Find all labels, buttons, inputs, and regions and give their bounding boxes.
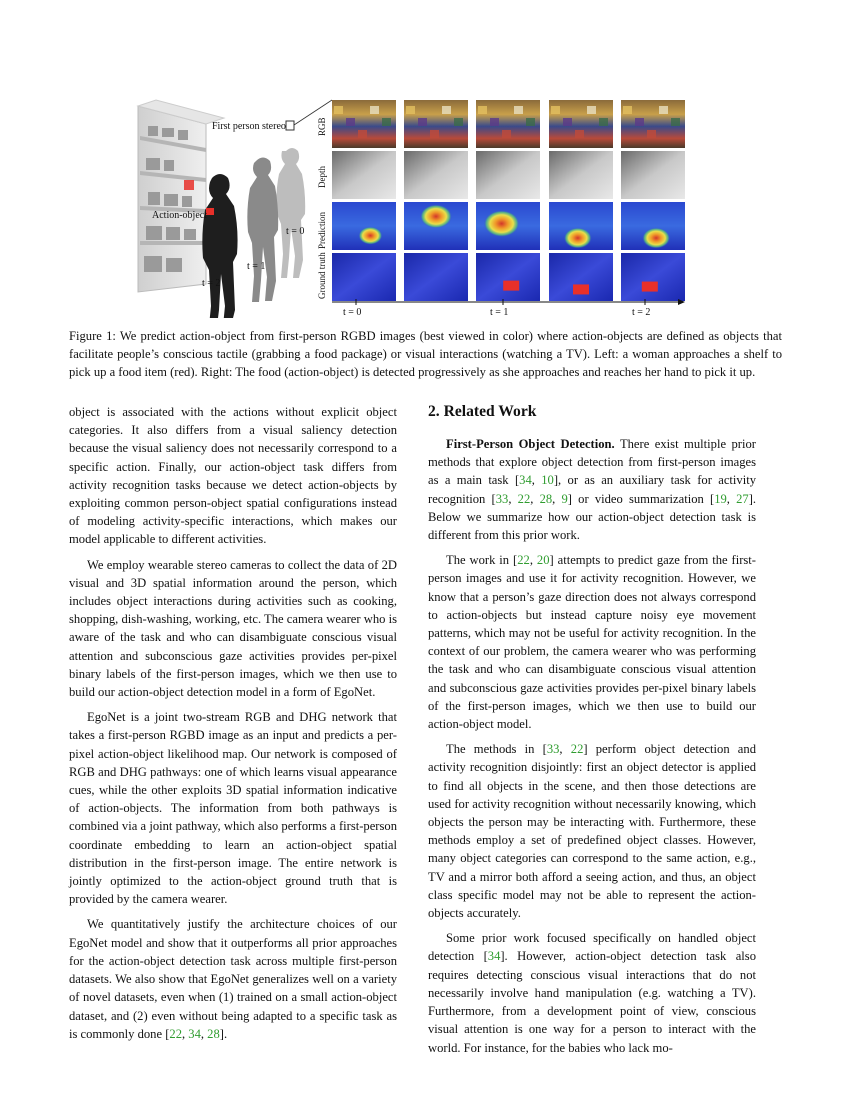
rgb-detail <box>526 118 535 126</box>
axis-label-t0: t = 0 <box>343 307 362 318</box>
depth-thumbnail <box>549 151 613 199</box>
image-grid <box>332 100 685 301</box>
paragraph-text: Some prior work focused specifically on handled object detection [ <box>428 931 756 964</box>
rgb-detail <box>454 118 463 126</box>
action-object-highlight <box>184 180 194 190</box>
rgb-detail <box>659 106 668 114</box>
paragraph-text: ] attempts to predict gaze from the first-person images and use it for activity recognition. However, we know that a person’s gaze direction does not always correspond to action-objects but instead capture noisy eye movement patterns, which may not be useful for activity recognition. In the context of our problem, the camera wearer who was performing the task and who can disambiguate conscious visual attention and subconscious gaze activities provides per-pixel binary labels of the first-person images, which we then use to build our action-object model. <box>428 553 757 732</box>
depth-thumbnail <box>332 151 396 199</box>
citation-link[interactable]: 34 <box>519 473 532 488</box>
paragraph-text: ]. Below we summarize how our action-object detection task is different from this prior work. <box>428 491 757 543</box>
rgb-detail <box>599 118 608 126</box>
figure-caption: Figure 1: We predict action-object from first-person RGBD images (best viewed in color) where action-objects are defined as objects that facilitate people’s conscious tactile (grabbing a food package) or visual interactions (watching a TV). Left: a woman approaches a shelf to pick up a food item (red). Right: The food (action-object) is detected progressively as she approaches and reaches her hand to pick it up. <box>69 329 782 379</box>
rgb-detail <box>346 118 355 126</box>
left-paragraph-2: We employ wearable stereo cameras to collect the data of 2D visual and 3D spatial information around the person, which includes object interactions during activities such as cooking, shopping, dish-washing, working, etc. The camera wearer who is aware of the task and who can disambiguate conscious visual attention and subconscious gaze activities provides per-pixel binary labels of the first-person images, which we then use to build our action-object detection model in a form of EgoNet. <box>69 557 397 700</box>
right-paragraph-4 <box>428 929 756 1056</box>
subsection-heading: First-Person Object Detection. <box>446 437 615 451</box>
label-action-object: Action-object <box>152 210 207 221</box>
prediction-hotspot <box>564 228 592 249</box>
time-axis <box>332 299 685 318</box>
scene-time-label-1: t = 1 <box>247 261 266 272</box>
left-column <box>69 403 397 1050</box>
rgb-detail <box>575 130 584 138</box>
prediction-hotspot <box>484 210 520 237</box>
ground-truth-map <box>404 253 468 301</box>
figure-graphic <box>136 96 696 318</box>
row-label-ground-truth: Ground truth <box>317 252 327 299</box>
right-paragraph-1: First-Person Object Detection. There exist multiple prior methods that explore object detection from first-person images as a main task [34, 10], or as an auxiliary task for activity recognition [33, 22, 28, 9] or video summarization [19, 27]. Below we summarize how our action-object detection task is different from this prior work. <box>428 437 757 543</box>
rgb-detail <box>623 106 632 114</box>
ground-truth-region <box>503 281 519 291</box>
citation-link[interactable]: 22 <box>169 1026 182 1041</box>
row-label-prediction: Prediction <box>317 212 327 249</box>
citation-link[interactable]: 33 <box>546 742 560 757</box>
citation-link[interactable]: 28 <box>207 1026 220 1041</box>
rgb-detail <box>478 106 487 114</box>
rgb-detail <box>671 118 680 126</box>
prediction-hotspot <box>642 228 670 249</box>
ground-truth-map <box>332 253 396 301</box>
citation-link[interactable]: 34 <box>188 1026 201 1041</box>
citation-link[interactable]: 34 <box>487 949 501 964</box>
rgb-detail <box>635 118 644 126</box>
rgb-detail <box>334 106 343 114</box>
axis-label-t2: t = 2 <box>632 307 651 318</box>
citation-link[interactable]: 20 <box>536 553 550 568</box>
rgb-detail <box>587 106 596 114</box>
scene-time-label-2: t = 2 <box>202 278 221 289</box>
section-title: 2. Related Work <box>428 403 537 420</box>
ground-truth-map <box>621 253 685 301</box>
rgb-detail <box>442 106 451 114</box>
rgb-detail <box>551 106 560 114</box>
right-paragraph-3: The methods in [33, 22] perform object detection and activity recognition disjointly: first an object detector is applied to find all objects in the scene, and then those detections are used for activity recognition without necessarily knowing, which objects the person may be interacting with. Furthermore, these methods employ a set of predefined object classes. However, many object categories can correspond to the same action, e.g., TV and a mirror both afford a seeing action, and thus, an object class specific model may not be able to represent the action-objects accurately. <box>428 742 756 921</box>
right-paragraph-2: The work in [22, 20] attempts to predict gaze from the first-person images and use it for activity recognition. However, we know that a person’s gaze direction does not always correspond to action-objects but instead capture noisy eye movement patterns, which may not be useful for activity recognition. In the context of our problem, the camera wearer who was performing the task and who can disambiguate conscious visual attention and subconscious gaze activities provides per-pixel binary labels of the first-person images, which we then use to build our action-object model. <box>428 553 757 732</box>
prediction-hotspot <box>420 204 452 228</box>
paragraph-text: ] perform object detection and activity recognition disjointly: first an object detector is applied to find all objects in the scene, and then those detections are used for activity recognition without necessarily knowing, which objects the person may be interacting with. Furthermore, these methods employ a set of predefined object classes. However, many object categories can correspond to the same action, e.g., TV and a mirror both afford a seeing action, and thus, an object class specific model may not be able to represent the action-objects accurately. <box>428 742 756 921</box>
rgb-detail <box>358 130 367 138</box>
ground-truth-region <box>573 284 589 294</box>
paragraph-text: The work in [ <box>446 553 518 568</box>
citation-link[interactable]: 33 <box>495 491 509 506</box>
citation-link[interactable]: 22 <box>517 553 530 568</box>
rgb-detail <box>406 106 415 114</box>
left-paragraph-3: EgoNet is a joint two-stream RGB and DHG network that takes a first-person RGBD image as an input and predicts a per-pixel action-object likelihood map. Our network is composed of RGB and DHG pathways: one of which learns visual appearance cues, while the other exploits 3D spatial information indicative of action-objects. The information from both pathways is combined via a joint pathway, which also performs a first-person coordinate embedding to learn an action-object spatial distribution in the first-person image. The entire network is jointly optimized to the action-object ground truth that is provided by the camera wearer. <box>69 710 397 907</box>
rgb-detail <box>418 118 427 126</box>
rgb-detail <box>490 118 499 126</box>
prediction-hotspot <box>358 227 382 245</box>
paragraph-text: ], or as an auxiliary task for activity recognition [ <box>428 473 757 506</box>
left-paragraph-1: object is associated with the actions without explicit object categories. It also differs from a visual saliency detection because the visual saliency does not necessarily correspond to a specific action. Finally, our action-object task differs from activity recognition tasks because we detect action-objects by exploiting common person-object spatial configurations instead of modeling activity-specific interactions, which makes our model applicable to different activities. <box>69 405 397 547</box>
paragraph-text: ] or video summarization [ <box>567 491 715 506</box>
paragraph-text: We quantitatively justify the architecture choices of our EgoNet model and show that it outperforms all prior approaches for the action-object detection task across multiple first-person datasets. We also show that EgoNet generalizes well on a variety of novel datasets, even when (1) trained on a small action-object dataset, and (2) even without being adapted to a specific task as is commonly done [ <box>69 917 397 1041</box>
rgb-detail <box>430 130 439 138</box>
rgb-detail <box>647 130 656 138</box>
right-column <box>428 403 756 1064</box>
citation-link[interactable]: 19 <box>714 491 727 506</box>
figure-1 <box>136 96 696 318</box>
citation-link[interactable]: 22 <box>517 491 531 506</box>
paragraph-text: There exist multiple prior methods that explore object detection from first-person images as a main task [ <box>428 437 756 488</box>
rgb-detail <box>514 106 523 114</box>
depth-thumbnail <box>404 151 468 199</box>
row-label-depth: Depth <box>317 166 327 188</box>
paragraph-text: ]. However, action-object detection task also requires detecting conscious visual interactions that do not necessarily involve hand manipulation (e.g. watching a TV). Furthermore, from a development point of view, conscious visual attention is one way for a person to interact with the world. For instance, for the babies who lack mo- <box>428 949 756 1055</box>
paragraph-text: ]. <box>219 1026 228 1041</box>
depth-thumbnail <box>621 151 685 199</box>
citation-link[interactable]: 10 <box>541 473 554 488</box>
citation-link[interactable]: 27 <box>736 491 749 506</box>
left-paragraph-4: We quantitatively justify the architecture choices of our EgoNet model and show that it outperforms all prior approaches for the action-object detection task across multiple first-person datasets. We also show that EgoNet generalizes well on a variety of novel datasets, even when (1) trained on a small action-object dataset, and (2) even without being adapted to a specific task as is commonly done [22, 34, 28]. <box>69 917 397 1041</box>
citation-link[interactable]: 9 <box>561 491 568 506</box>
paragraph-text: The methods in [ <box>446 742 547 757</box>
rgb-detail <box>502 130 511 138</box>
citation-link[interactable]: 22 <box>570 742 584 757</box>
ground-truth-map <box>476 253 540 301</box>
row-label-rgb: RGB <box>317 117 327 136</box>
rgb-detail <box>370 106 379 114</box>
axis-label-t1: t = 1 <box>490 307 509 318</box>
citation-link[interactable]: 28 <box>539 491 553 506</box>
depth-thumbnail <box>476 151 540 199</box>
rgb-detail <box>563 118 572 126</box>
label-first-person-stereo: First person stereo <box>212 121 286 132</box>
scene-time-label-0: t = 0 <box>286 226 305 237</box>
rgb-detail <box>382 118 391 126</box>
ground-truth-region <box>642 282 658 292</box>
